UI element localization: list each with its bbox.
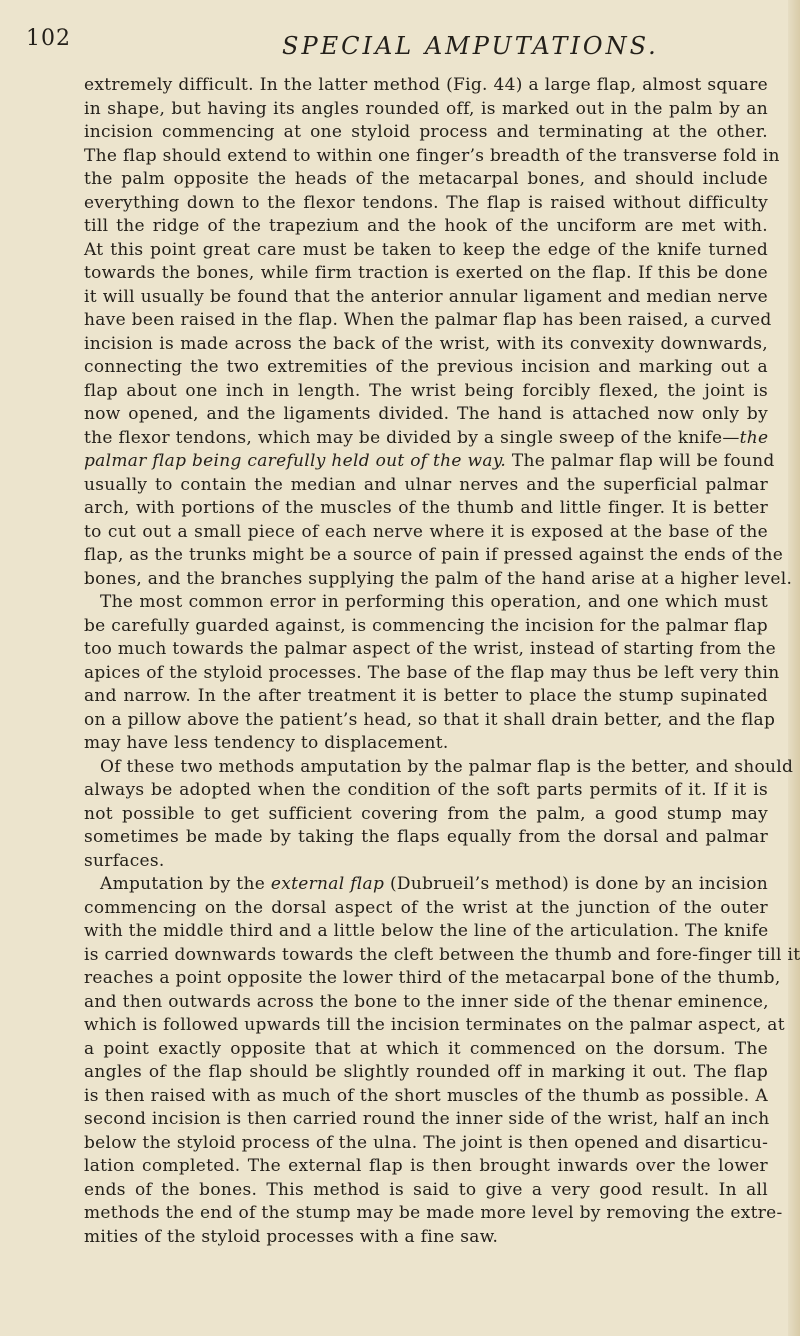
text-segment: lation completed. The external flap is then brought inwards over the lower	[84, 1156, 768, 1176]
text-line	[84, 521, 768, 545]
text-line	[84, 262, 768, 286]
text-segment: connecting the two extremities of the previous incision and marking out a	[84, 357, 768, 377]
text-line	[84, 474, 768, 498]
text-line	[84, 450, 775, 474]
text-line	[84, 897, 768, 921]
text-segment: too much towards the palmar aspect of the wrist, instead of starting from the	[84, 639, 777, 659]
text-line	[84, 873, 768, 897]
text-segment: The flap should extend to within one finger’s breadth of the transverse fold in	[84, 145, 780, 166]
text-line	[84, 286, 768, 310]
text-line	[84, 685, 768, 709]
text-line	[84, 309, 772, 333]
text-line	[84, 662, 780, 686]
text-segment: methods the end of the stump may be made more level by removing the extre-	[84, 1203, 783, 1223]
text-segment: extremely difficult. In the latter method (Fig. 44) a large flap, almost square	[84, 75, 768, 95]
text-segment: commencing on the dorsal aspect of the wrist at the junction of the outer	[84, 897, 768, 918]
text-segment: it will usually be found that the anterior annular ligament and median nerve	[84, 286, 768, 307]
text-segment: towards the bones, while firm traction is exerted on the flap. If this be done	[84, 263, 768, 283]
text-segment: and then outwards across the bone to the inner side of the thenar eminence,	[84, 991, 769, 1012]
text-line	[84, 239, 768, 263]
text-line	[84, 1085, 768, 1109]
text-segment: on a pillow above the patient’s head, so that it shall drain better, and the flap	[84, 709, 776, 730]
text-line	[84, 756, 794, 780]
text-segment: is then raised with as much of the short muscles of the thumb as possible. A	[84, 1085, 768, 1106]
page-number: 102	[26, 26, 71, 51]
text-line	[84, 1038, 768, 1062]
text-segment: is carried downwards towards the cleft between the thumb and fore-finger till it	[84, 944, 800, 965]
text-segment: till the ridge of the trapezium and the hook of the unciform are met with.	[84, 216, 768, 236]
text-line	[84, 732, 768, 756]
text-segment: second incision is then carried round the inner side of the wrist, half an inch	[84, 1109, 770, 1129]
text-line	[84, 850, 768, 874]
text-line	[84, 74, 768, 98]
text-line	[84, 1155, 768, 1179]
text-segment: surfaces.	[84, 850, 165, 871]
text-line	[84, 944, 800, 968]
text-segment: incision is made across the back of the wrist, with its convexity downwards,	[84, 333, 768, 354]
text-line	[84, 1132, 768, 1156]
text-segment: At this point great care must be taken to keep the edge of the knife turned	[84, 239, 768, 260]
text-line	[84, 1061, 768, 1085]
text-segment: Amputation by the	[100, 874, 271, 894]
text-segment: arch, with portions of the muscles of the thumb and little finger. It is better	[84, 498, 768, 518]
text-line	[84, 427, 768, 451]
text-line	[84, 1108, 768, 1132]
text-segment: everything down to the flexor tendons. The flap is raised without difficulty	[84, 192, 768, 213]
text-segment: Of these two methods amputation by the palmar flap is the better, and should	[100, 756, 794, 777]
italic-text: external flap	[270, 874, 385, 894]
text-line	[84, 192, 768, 216]
text-segment: below the styloid process of the ulna. The joint is then opened and disarticu-	[84, 1132, 769, 1153]
page-header	[26, 26, 766, 66]
text-segment: bones, and the branches supplying the palm of the hand arise at a higher level.	[84, 568, 793, 589]
text-line	[84, 826, 768, 850]
text-line	[84, 638, 777, 662]
text-segment: sometimes be made by taking the flaps equally from the dorsal and palmar	[84, 827, 768, 847]
text-segment: the flexor tendons, which may be divided by a single sweep of the knife—	[84, 427, 740, 448]
running-head: SPECIAL AMPUTATIONS.	[282, 32, 659, 60]
text-segment: may have less tendency to displacement.	[84, 733, 449, 753]
text-segment: flap about one inch in length. The wrist being forcibly flexed, the joint is	[84, 380, 768, 401]
text-line	[84, 568, 793, 592]
text-line	[84, 544, 784, 568]
text-segment: the palm opposite the heads of the metacarpal bones, and should include	[84, 169, 768, 189]
text-line	[84, 333, 768, 357]
text-segment: always be adopted when the condition of the soft parts permits of it. If it is	[84, 780, 768, 800]
text-segment: which is followed upwards till the incision terminates on the palmar aspect, at	[84, 1015, 785, 1035]
text-line	[84, 615, 768, 639]
text-segment: mities of the styloid processes with a fine saw.	[84, 1226, 499, 1247]
text-segment: not possible to get sufficient covering from the palm, a good stump may	[84, 803, 768, 824]
text-line	[84, 98, 768, 122]
text-segment: ends of the bones. This method is said to give a very good result. In all	[84, 1179, 768, 1200]
text-line	[84, 991, 768, 1015]
text-line	[84, 168, 768, 192]
text-segment: (Dubrueil’s method) is done by an incision	[384, 874, 768, 894]
text-segment: The palmar flap will be found	[506, 451, 775, 471]
text-line	[84, 215, 768, 239]
text-line	[84, 779, 768, 803]
text-segment: to cut out a small piece of each nerve where it is exposed at the base of the	[84, 521, 768, 542]
text-line	[84, 920, 768, 944]
text-segment: reaches a point opposite the lower third of the metacarpal bone of the thumb,	[84, 968, 781, 988]
text-line	[84, 1202, 783, 1226]
text-line	[84, 1226, 768, 1250]
text-segment: flap, as the trunks might be a source of pain if pressed against the ends of the	[84, 545, 784, 565]
text-segment: usually to contain the median and ulnar nerves and the superficial palmar	[84, 474, 768, 495]
text-segment: have been raised in the flap. When the palmar flap has been raised, a curved	[84, 310, 772, 330]
italic-text: palmar flap being carefully held out of the way.	[84, 451, 507, 471]
text-segment: be carefully guarded against, is commencing the incision for the palmar flap	[84, 615, 768, 636]
text-line	[84, 145, 780, 169]
text-line	[84, 403, 768, 427]
text-segment: with the middle third and a little below the line of the articulation. The knife	[84, 921, 769, 941]
text-segment: The most common error in performing this operation, and one which must	[100, 592, 768, 612]
italic-text: the	[739, 427, 769, 448]
text-line	[84, 1014, 785, 1038]
text-line	[84, 591, 768, 615]
text-line	[84, 709, 776, 733]
text-line	[84, 380, 768, 404]
text-line	[84, 1179, 768, 1203]
text-line	[84, 497, 768, 521]
body-text	[84, 74, 800, 1249]
text-segment: incision commencing at one styloid process and terminating at the other.	[84, 122, 768, 142]
text-segment: and narrow. In the after treatment it is better to place the stump supinated	[84, 686, 768, 706]
text-segment: a point exactly opposite that at which it commenced on the dorsum. The	[84, 1038, 768, 1059]
text-line	[84, 356, 768, 380]
text-segment: angles of the flap should be slightly rounded off in marking it out. The flap	[84, 1062, 768, 1082]
text-line	[84, 967, 781, 991]
text-segment: apices of the styloid processes. The base of the flap may thus be left very thin	[84, 662, 780, 683]
text-segment: now opened, and the ligaments divided. The hand is attached now only by	[84, 404, 768, 424]
text-line	[84, 803, 768, 827]
text-segment: in shape, but having its angles rounded off, is marked out in the palm by an	[84, 98, 768, 119]
text-line	[84, 121, 768, 145]
page-edge	[788, 0, 800, 1336]
